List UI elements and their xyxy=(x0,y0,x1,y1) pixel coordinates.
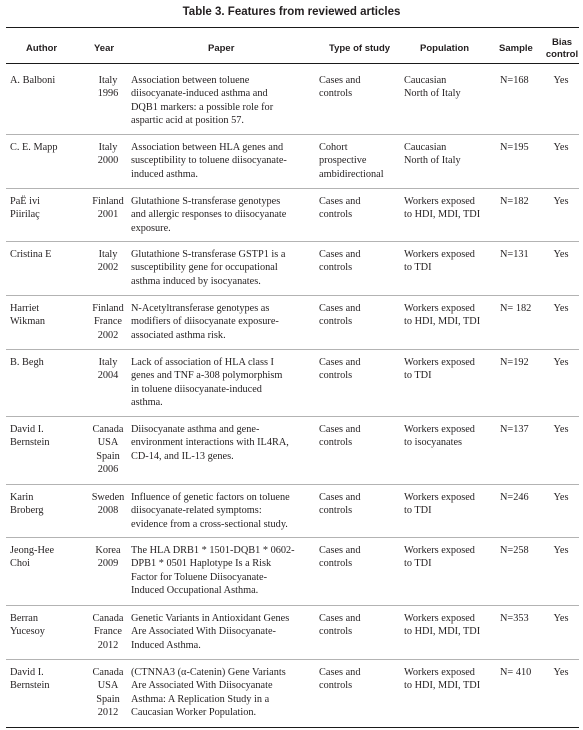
cell-author: Berran Yucesoy xyxy=(10,613,45,638)
cell-population: Workers exposed to HDI, MDI, TDI xyxy=(404,613,481,638)
cell-paper: Glutathione S-transferase genotypes and allergic responses to diisocyanate exposure. xyxy=(131,196,287,234)
cell-paper: Genetic Variants in Antioxidant Genes Are Associated With Diisocyanate- Induced Asthma. xyxy=(131,613,290,651)
cell-population: Caucasian North of Italy xyxy=(404,75,461,100)
cell-paper: Association between HLA genes and susceptibility to toluene diisocyanate- induced asthma. xyxy=(131,142,287,180)
cell-year: Italy 2000 xyxy=(97,142,119,167)
cell-sample: N= 182 xyxy=(500,303,532,314)
cell-bias: Yes xyxy=(553,357,569,368)
header-bias-control: Bias control xyxy=(545,37,579,60)
cell-sample: N=246 xyxy=(500,492,529,503)
cell-author: David I. Bernstein xyxy=(10,424,50,449)
bottom-rule xyxy=(6,727,579,728)
header-type-of-study: Type of study xyxy=(329,43,391,54)
table-row xyxy=(6,537,579,605)
table-title: Table 3. Features from reviewed articles xyxy=(182,6,401,18)
cell-type: Cases and controls xyxy=(319,357,361,382)
cell-type: Cohort prospective ambidirectional xyxy=(319,142,384,180)
table-row xyxy=(6,659,579,727)
cell-year: Korea 2009 xyxy=(95,545,121,570)
header-year: Year xyxy=(94,43,115,54)
cell-year: Italy 1996 xyxy=(97,75,119,100)
cell-population: Workers exposed to isocyanates xyxy=(404,424,475,449)
cell-year: Italy 2004 xyxy=(97,357,119,382)
cell-year: Canada France 2012 xyxy=(92,613,124,651)
cell-paper: (CTNNA3 (α-Catenin) Gene Variants Are Associated With Diisocyanate Asthma: A Replication Study in a Caucasian Worker Population. xyxy=(131,667,286,719)
cell-bias: Yes xyxy=(553,249,569,260)
cell-author: A. Balboni xyxy=(10,75,56,86)
cell-population: Workers exposed to HDI, MDI, TDI xyxy=(404,303,481,328)
cell-sample: N=137 xyxy=(500,424,529,435)
cell-year: Sweden 2008 xyxy=(91,492,125,517)
cell-sample: N=353 xyxy=(500,613,529,624)
cell-paper: Glutathione S-transferase GSTP1 is a susceptibility gene for occupational asthma induced by isocyanates. xyxy=(131,249,286,287)
top-rule xyxy=(6,27,579,28)
table-row xyxy=(6,295,579,349)
cell-author: C. E. Mapp xyxy=(10,142,58,153)
cell-sample: N=258 xyxy=(500,545,529,556)
cell-type: Cases and controls xyxy=(319,492,361,517)
cell-paper: Association between toluene diisocyanate-induced asthma and DQB1 markers: a possible role for aspartic acid at position 57. xyxy=(131,75,274,127)
cell-sample: N=192 xyxy=(500,357,529,368)
cell-type: Cases and controls xyxy=(319,545,361,570)
cell-author: Karin Broberg xyxy=(10,492,44,517)
table-row xyxy=(6,416,579,484)
cell-author: Jeong-Hee Choi xyxy=(10,545,55,570)
cell-bias: Yes xyxy=(553,492,569,503)
cell-sample: N=195 xyxy=(500,142,529,153)
cell-paper: Lack of association of HLA class I genes and TNF a-308 polymorphism in toluene diisocyanate-induced asthma. xyxy=(131,357,283,409)
cell-type: Cases and controls xyxy=(319,424,361,449)
cell-author: Cristina E xyxy=(10,249,52,260)
table-row xyxy=(6,605,579,659)
cell-author: Harriet Wikman xyxy=(10,303,46,328)
cell-sample: N=168 xyxy=(500,75,529,86)
cell-population: Workers exposed to TDI xyxy=(404,249,475,274)
cell-bias: Yes xyxy=(553,196,569,207)
cell-paper: Diisocyanate asthma and gene- environment interactions with IL4RA, CD-14, and IL-13 genes. xyxy=(131,424,289,462)
cell-type: Cases and controls xyxy=(319,75,361,100)
cell-author: B. Begh xyxy=(10,357,44,368)
cell-paper: The HLA DRB1 * 1501-DQB1 * 0602- DPB1 * 0501 Haplotype Is a Risk Factor for Toluene Diisocyanate- Induced Occupational Asthma. xyxy=(131,545,295,597)
cell-population: Workers exposed to TDI xyxy=(404,357,475,382)
cell-bias: Yes xyxy=(553,667,569,678)
cell-population: Workers exposed to TDI xyxy=(404,545,475,570)
cell-paper: N-Acetyltransferase genotypes as modifiers of diisocyanate exposure- associated asthma risk. xyxy=(131,303,279,341)
header-paper: Paper xyxy=(208,43,235,54)
cell-year: Canada USA Spain 2012 xyxy=(92,667,124,719)
header-sample: Sample xyxy=(499,43,533,54)
cell-author: PaË ivi Piirilaç xyxy=(10,196,41,221)
cell-type: Cases and controls xyxy=(319,249,361,274)
cell-type: Cases and controls xyxy=(319,667,361,692)
cell-population: Workers exposed to HDI, MDI, TDI xyxy=(404,667,481,692)
cell-paper: Influence of genetic factors on toluene diisocyanate-related symptoms: evidence from a cross-sectional study. xyxy=(131,492,290,530)
cell-bias: Yes xyxy=(553,75,569,86)
cell-bias: Yes xyxy=(553,142,569,153)
table-row xyxy=(6,67,579,134)
cell-sample: N=131 xyxy=(500,249,529,260)
cell-type: Cases and controls xyxy=(319,196,361,221)
cell-type: Cases and controls xyxy=(319,303,361,328)
cell-bias: Yes xyxy=(553,424,569,435)
cell-year: Canada USA Spain 2006 xyxy=(92,424,124,476)
header-rule xyxy=(6,63,579,64)
cell-bias: Yes xyxy=(553,545,569,556)
cell-author: David I. Bernstein xyxy=(10,667,50,692)
cell-population: Caucasian North of Italy xyxy=(404,142,461,167)
cell-sample: N= 410 xyxy=(500,667,532,678)
cell-year: Finland 2001 xyxy=(92,196,124,221)
cell-population: Workers exposed to TDI xyxy=(404,492,475,517)
cell-year: Italy 2002 xyxy=(97,249,119,274)
table-row xyxy=(6,188,579,241)
header-author: Author xyxy=(26,43,58,54)
cell-sample: N=182 xyxy=(500,196,529,207)
table-row xyxy=(6,484,579,537)
cell-bias: Yes xyxy=(553,303,569,314)
table-row xyxy=(6,241,579,295)
cell-year: Finland France 2002 xyxy=(92,303,124,341)
table-row xyxy=(6,134,579,188)
cell-type: Cases and controls xyxy=(319,613,361,638)
header-population: Population xyxy=(420,43,470,54)
cell-bias: Yes xyxy=(553,613,569,624)
table-row xyxy=(6,349,579,416)
cell-population: Workers exposed to HDI, MDI, TDI xyxy=(404,196,481,221)
